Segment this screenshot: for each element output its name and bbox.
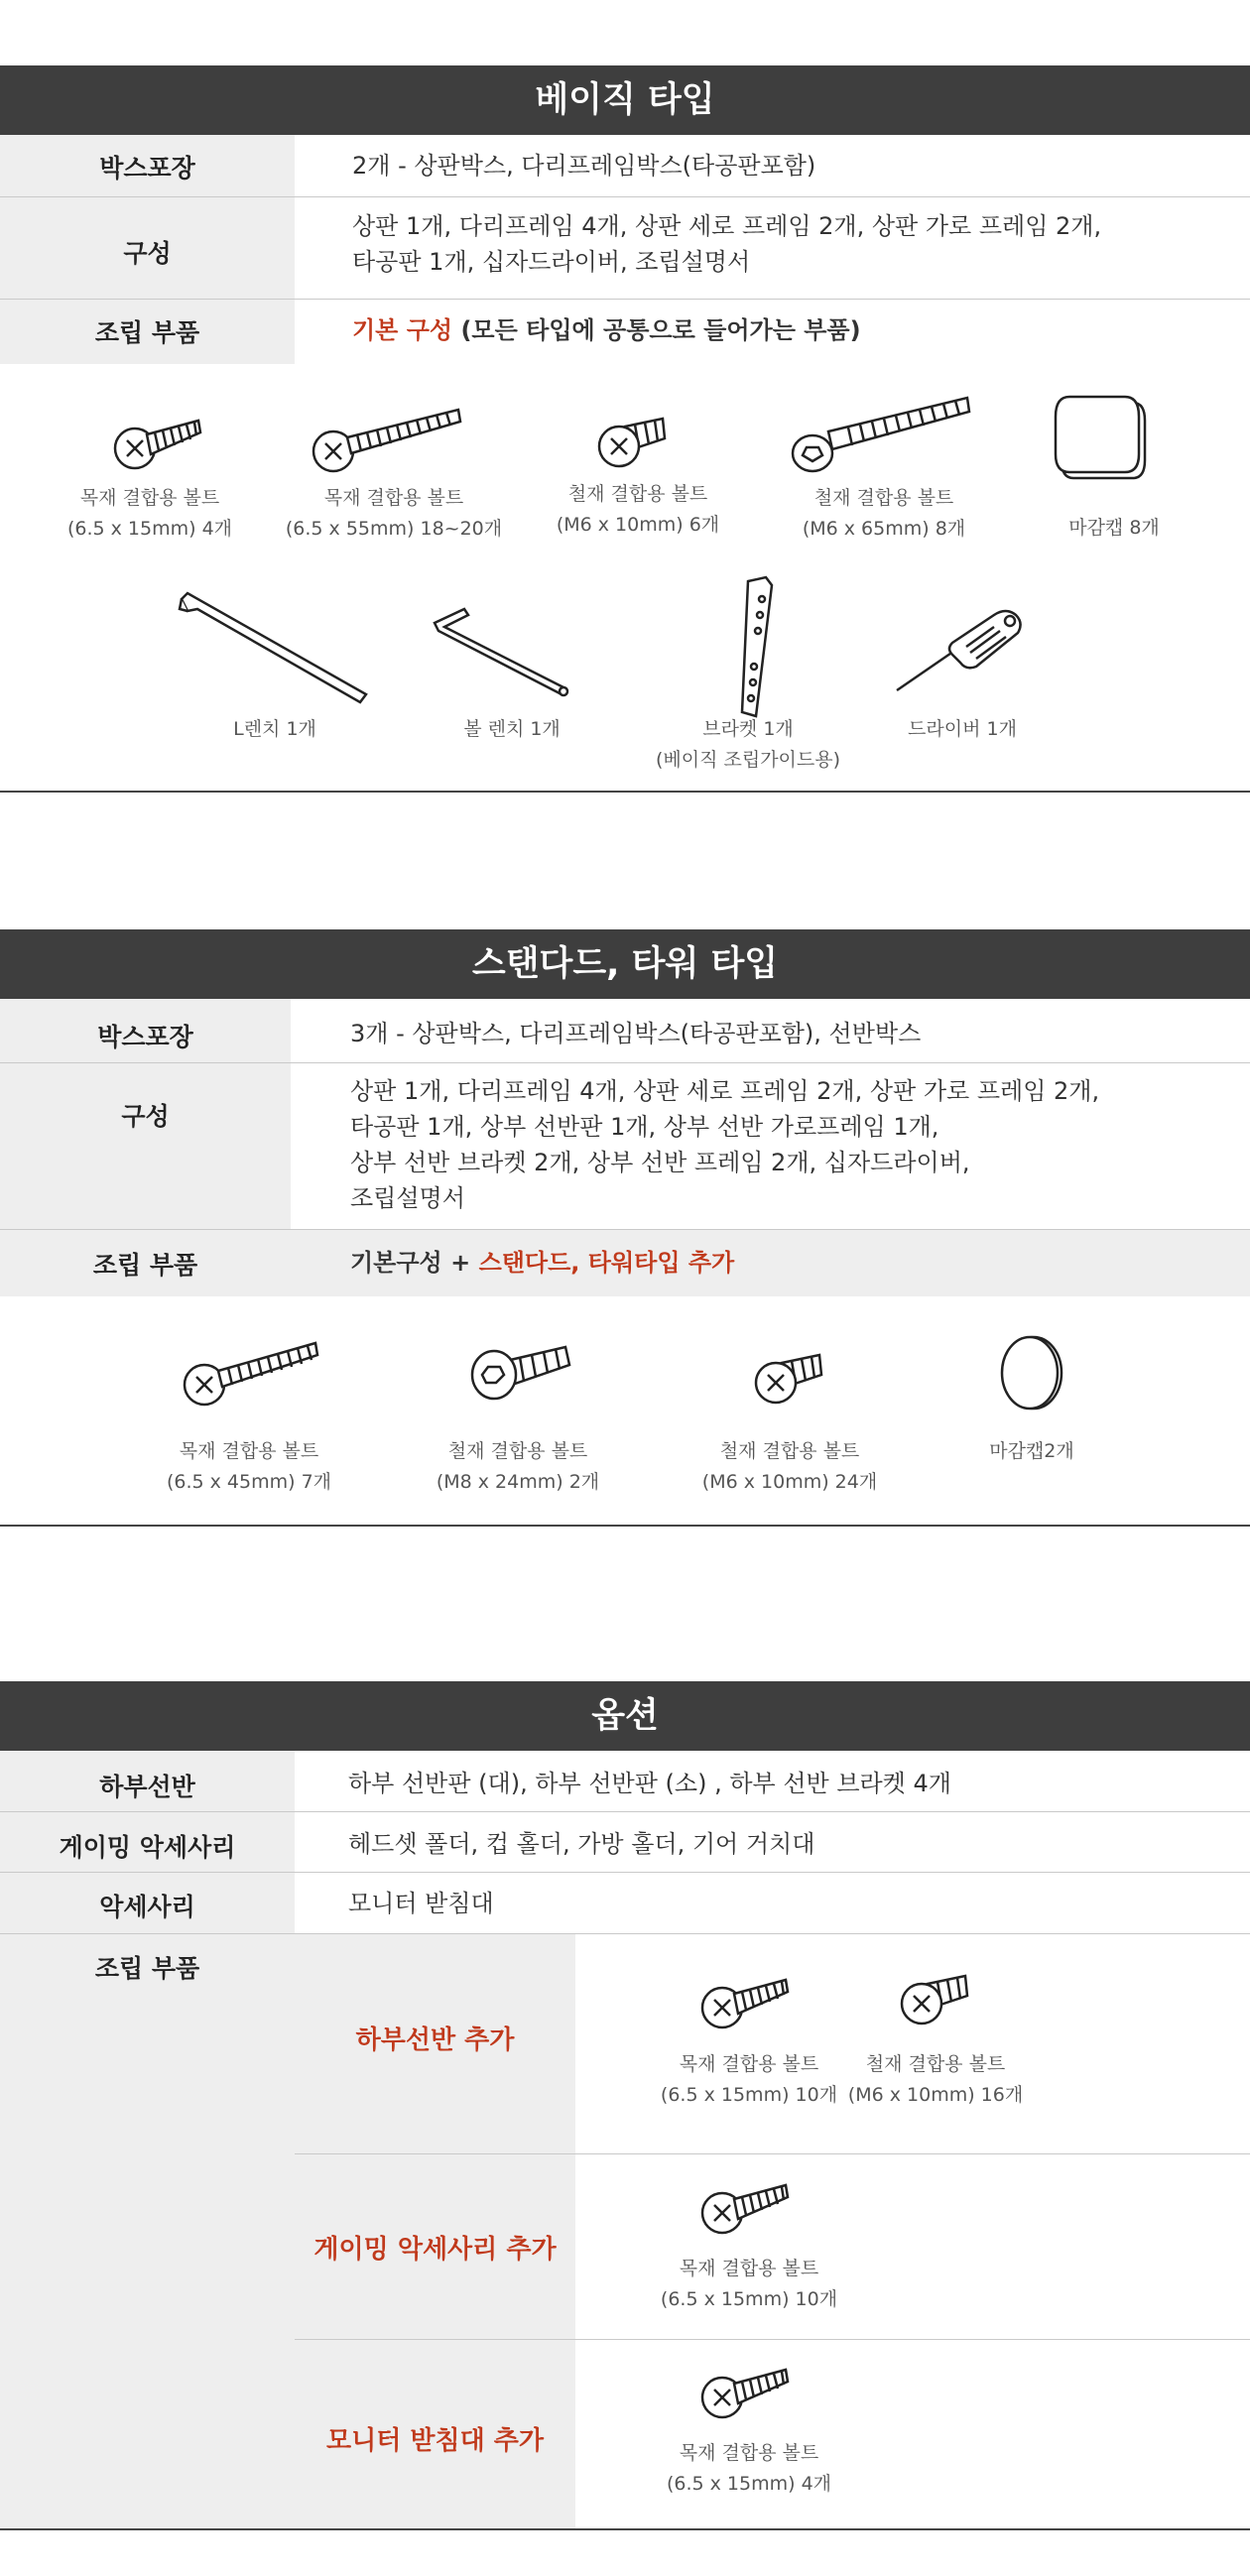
part-caption: 브라켓 1개 (베이직 조립가이드용) [655, 718, 841, 771]
divider [0, 196, 1250, 197]
part-caption: 목재 결합용 볼트 (6.5 x 15mm) 4개 [666, 2442, 832, 2495]
wood-bolt-short-icon [694, 1964, 794, 2033]
basic-comp-label: 구성 [123, 239, 172, 268]
part-caption: 드라이버 1개 [908, 718, 1017, 740]
wood-bolt-short-icon [694, 2169, 794, 2239]
part-caption: 철재 결합용 볼트 (M6 x 10mm) 16개 [847, 2053, 1024, 2106]
part-caption: 목재 결합용 볼트 (6.5 x 45mm) 7개 [166, 1440, 332, 1493]
divider [0, 1811, 1250, 1812]
divider [295, 2153, 1250, 2154]
part-caption: 철재 결합용 볼트 (M6 x 10mm) 24개 [701, 1440, 878, 1493]
option-lower-value: 하부 선반판 (대), 하부 선반판 (소) , 하부 선반 브라켓 4개 [348, 1770, 951, 1797]
steel-bolt-short-icon [595, 407, 675, 471]
section-bottom-rule [0, 2528, 1250, 2530]
divider [0, 1872, 1250, 1873]
part-caption: 목재 결합용 볼트 (6.5 x 15mm) 10개 [660, 2258, 838, 2310]
screwdriver-icon [891, 607, 1030, 696]
finish-cap-icon [1050, 387, 1149, 486]
divider [0, 299, 1250, 300]
divider [0, 1062, 1250, 1063]
option-parts-label: 조립 부품 [94, 1954, 200, 1983]
option-group-label: 게이밍 악세사리 추가 [313, 2235, 557, 2265]
standard-box-value: 3개 - 상판박스, 다리프레임박스(타공판포함), 선반박스 [350, 1020, 922, 1047]
steel-bolt-long-icon [789, 392, 977, 481]
standard-title: 스탠다드, 타워 타입 [471, 944, 779, 984]
steel-bolt-short-icon [752, 1343, 831, 1408]
wood-bolt-short-icon [694, 2354, 794, 2423]
standard-comp-line1: 상판 1개, 다리프레임 4개, 상판 세로 프레임 2개, 상판 가로 프레임 2개, [350, 1077, 1100, 1105]
section-bottom-rule [0, 791, 1250, 793]
basic-parts-value [352, 312, 861, 348]
standard-comp-label: 구성 [121, 1102, 170, 1131]
divider [0, 1229, 1250, 1230]
standard-parts-accent: 스탠다드, 타워타입 추가 [478, 1249, 735, 1277]
basic-title: 베이직 타입 [535, 80, 715, 120]
standard-comp-line4: 조립설명서 [350, 1184, 465, 1212]
ball-wrench-icon [427, 603, 575, 697]
part-caption: 목재 결합용 볼트 (6.5 x 55mm) 18~20개 [285, 487, 503, 540]
wood-bolt-long-icon [308, 402, 466, 476]
basic-comp-line2: 타공판 1개, 십자드라이버, 조립설명서 [352, 248, 751, 276]
standard-parts-label: 조립 부품 [92, 1251, 198, 1280]
part-caption: 마감캡2개 [989, 1440, 1074, 1462]
basic-box-label: 박스포장 [99, 154, 195, 183]
section-bottom-rule [0, 1525, 1250, 1527]
standard-comp-line3: 상부 선반 브라켓 2개, 상부 선반 프레임 2개, 십자드라이버, [350, 1149, 970, 1176]
part-caption: 철재 결합용 볼트 (M6 x 10mm) 6개 [556, 483, 720, 536]
option-title-banner [0, 1681, 1250, 1751]
wood-bolt-medium-icon [179, 1331, 322, 1411]
standard-parts-value [350, 1245, 734, 1281]
bracket-icon [736, 575, 776, 719]
round-cap-icon [996, 1333, 1065, 1412]
basic-parts-rest: (모든 타입에 공통으로 들어가는 부품) [452, 316, 861, 344]
standard-comp-line2: 타공판 1개, 상부 선반판 1개, 상부 선반 가로프레임 1개, [350, 1113, 939, 1141]
option-acc-value: 모니터 받침대 [348, 1890, 494, 1917]
basic-parts-accent: 기본 구성 [352, 316, 453, 344]
part-caption: 목재 결합용 볼트 (6.5 x 15mm) 10개 [660, 2053, 838, 2106]
option-title: 옵션 [591, 1696, 659, 1736]
option-group-label: 모니터 받침대 추가 [325, 2426, 545, 2456]
part-caption: 철재 결합용 볼트 (M6 x 65mm) 8개 [802, 487, 966, 540]
basic-box-value: 2개 - 상판박스, 다리프레임박스(타공판포함) [352, 152, 816, 180]
basic-title-banner [0, 65, 1250, 135]
part-caption: L렌치 1개 [233, 718, 316, 740]
part-caption: 철재 결합용 볼트 (M8 x 24mm) 2개 [436, 1440, 600, 1493]
standard-title-banner [0, 929, 1250, 999]
divider [0, 1933, 1250, 1934]
steel-bolt-short-icon [898, 1964, 977, 2028]
l-wrench-icon [174, 587, 372, 711]
hex-socket-bolt-icon [466, 1339, 575, 1409]
option-group-label: 하부선반 추가 [355, 2025, 515, 2055]
basic-parts-label: 조립 부품 [94, 318, 200, 347]
standard-box-label: 박스포장 [97, 1023, 193, 1051]
option-acc-label: 악세사리 [99, 1893, 195, 1921]
option-gaming-label: 게이밍 악세사리 [59, 1833, 236, 1862]
basic-comp-line1: 상판 1개, 다리프레임 4개, 상판 세로 프레임 2개, 상판 가로 프레임 2개, [352, 212, 1102, 240]
wood-bolt-short-icon [107, 405, 206, 474]
option-label-column [0, 1751, 295, 2529]
standard-parts-plain: 기본구성 + [350, 1249, 479, 1277]
part-caption: 볼 렌치 1개 [463, 718, 561, 740]
part-caption: 목재 결합용 볼트 (6.5 x 15mm) 4개 [66, 487, 233, 540]
divider [295, 2339, 1250, 2340]
option-gaming-value: 헤드셋 폴더, 컵 홀더, 가방 홀더, 기어 거치대 [348, 1830, 815, 1858]
part-caption: 마감캡 8개 [1068, 517, 1160, 539]
option-lower-label: 하부선반 [99, 1773, 195, 1801]
